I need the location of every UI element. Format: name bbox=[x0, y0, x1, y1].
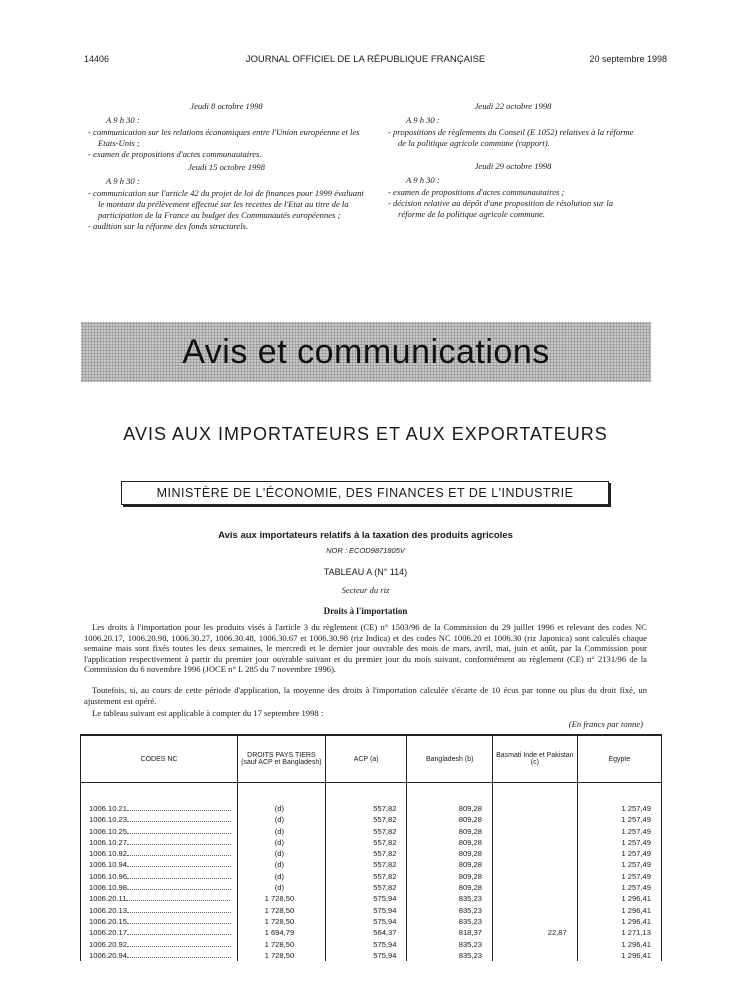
table-cell: 22,87 bbox=[492, 927, 577, 938]
table-cell: (d) bbox=[238, 826, 326, 837]
agenda-day: Jeudi 22 octobre 1998 bbox=[474, 101, 552, 111]
table-cell: 835,23 bbox=[407, 905, 492, 916]
agenda-day: Jeudi 8 octobre 1998 bbox=[190, 101, 263, 111]
table-cell bbox=[492, 905, 577, 916]
nc-code: 1006.20.17 bbox=[89, 928, 128, 938]
table-cell: 818,37 bbox=[407, 927, 492, 938]
leader-dots bbox=[127, 849, 231, 856]
table-cell: 1 296,41 bbox=[577, 893, 661, 904]
agenda-right-column bbox=[388, 101, 638, 220]
table-row bbox=[81, 882, 662, 893]
table-cell bbox=[492, 939, 577, 950]
table-cell: 809,28 bbox=[407, 859, 492, 870]
nc-code-cell bbox=[81, 882, 238, 893]
banner-title: Avis et communications bbox=[182, 332, 550, 371]
journal-title: JOURNAL OFFICIEL DE LA RÉPUBLIQUE FRANÇAISE bbox=[245, 54, 486, 65]
table-cell: 809,28 bbox=[407, 803, 492, 814]
table-spacer-row bbox=[81, 783, 662, 804]
table-cell: 1 271,13 bbox=[577, 927, 661, 938]
table-cell: 1 296,41 bbox=[577, 939, 661, 950]
table-cell: 809,28 bbox=[407, 871, 492, 882]
nc-code-cell bbox=[81, 859, 238, 870]
table-row bbox=[81, 950, 662, 961]
column-header: Bangladesh (b) bbox=[407, 735, 492, 783]
table-row bbox=[81, 837, 662, 848]
nc-code-cell bbox=[81, 893, 238, 904]
table-cell: (d) bbox=[238, 814, 326, 825]
table-row bbox=[81, 893, 662, 904]
leader-dots bbox=[127, 883, 231, 890]
table-cell: 1 257,49 bbox=[577, 826, 661, 837]
table-row bbox=[81, 905, 662, 916]
nc-code: 1006.20.94 bbox=[89, 950, 128, 960]
table-cell bbox=[492, 950, 577, 961]
table-cell: 809,28 bbox=[407, 837, 492, 848]
table-cell: (d) bbox=[238, 848, 326, 859]
table-cell: (d) bbox=[238, 871, 326, 882]
agenda-block bbox=[388, 161, 638, 220]
nc-code-cell bbox=[81, 848, 238, 859]
nc-code: 1006.10.98 bbox=[89, 883, 128, 893]
table-cell: 575,94 bbox=[325, 905, 407, 916]
leader-dots bbox=[127, 928, 231, 935]
table-row bbox=[81, 848, 662, 859]
table-cell: 575,94 bbox=[325, 893, 407, 904]
notice-subtitle: Droits à l'importation bbox=[323, 606, 408, 616]
table-row bbox=[81, 803, 662, 814]
leader-dots bbox=[127, 827, 231, 834]
table-reference: TABLEAU A (N° 114) bbox=[323, 567, 408, 577]
leader-dots bbox=[127, 940, 231, 947]
nc-code: 1006.10.94 bbox=[89, 860, 128, 870]
agenda-time: A 9 h 30 : bbox=[106, 176, 140, 186]
notice-title: Avis aux importateurs relatifs à la taxation des produits agricoles bbox=[218, 530, 513, 541]
table-cell: 1 257,49 bbox=[577, 848, 661, 859]
agenda-block bbox=[88, 162, 365, 232]
agenda-item: - examen de propositions d'actes communautaires ; bbox=[388, 187, 565, 197]
nc-code: 1006.20.15 bbox=[89, 916, 128, 926]
table-row bbox=[81, 871, 662, 882]
table-cell: 809,28 bbox=[407, 826, 492, 837]
nc-code-cell bbox=[81, 939, 238, 950]
nc-code: 1006.10.21 bbox=[89, 804, 128, 813]
leader-dots bbox=[127, 872, 231, 879]
table-cell: 575,94 bbox=[325, 939, 407, 950]
table-cell: 1 694,79 bbox=[238, 927, 326, 938]
table-cell: 1 257,49 bbox=[577, 871, 661, 882]
agenda-item: - communication sur les relations économiques entre l'Union européenne et les Etats-Unis ; bbox=[88, 127, 360, 148]
table-cell: 809,28 bbox=[407, 848, 492, 859]
table-row bbox=[81, 939, 662, 950]
table-cell bbox=[492, 916, 577, 927]
column-header: Egypte bbox=[577, 735, 661, 783]
section-title: AVIS AUX IMPORTATEURS ET AUX EXPORTATEURS bbox=[123, 424, 608, 444]
table-cell: 575,94 bbox=[325, 916, 407, 927]
table-cell: 1 728,50 bbox=[238, 939, 326, 950]
table-row bbox=[81, 814, 662, 825]
table-row bbox=[81, 859, 662, 870]
table-cell bbox=[492, 859, 577, 870]
table-row bbox=[81, 916, 662, 927]
import-duties-table bbox=[80, 734, 662, 961]
table-cell bbox=[492, 871, 577, 882]
table-cell: (d) bbox=[238, 803, 326, 814]
table-cell bbox=[492, 848, 577, 859]
sector-label: Secteur du riz bbox=[341, 585, 390, 595]
table-cell: 557,82 bbox=[325, 859, 407, 870]
table-row bbox=[81, 826, 662, 837]
table-cell: 835,23 bbox=[407, 893, 492, 904]
table-cell: 557,82 bbox=[325, 882, 407, 893]
table-cell: (d) bbox=[238, 859, 326, 870]
table-cell bbox=[492, 837, 577, 848]
column-header: DROITS PAYS TIERS (sauf ACP et Bangladesh) bbox=[238, 735, 326, 783]
table-cell: 557,82 bbox=[325, 803, 407, 814]
table-cell: 1 257,49 bbox=[577, 803, 661, 814]
nc-code-cell bbox=[81, 927, 238, 938]
table-cell: 835,23 bbox=[407, 950, 492, 961]
agenda-day: Jeudi 29 octobre 1998 bbox=[474, 161, 552, 171]
table-cell: 1 257,49 bbox=[577, 837, 661, 848]
nc-code-cell bbox=[81, 905, 238, 916]
table-cell: 557,82 bbox=[325, 814, 407, 825]
table-cell: 1 728,50 bbox=[238, 916, 326, 927]
table-cell: 575,94 bbox=[325, 950, 407, 961]
table-cell: 809,28 bbox=[407, 814, 492, 825]
nc-code-cell bbox=[81, 916, 238, 927]
leader-dots bbox=[127, 815, 231, 822]
leader-dots bbox=[127, 906, 231, 913]
table-cell bbox=[492, 814, 577, 825]
table-cell: 835,23 bbox=[407, 916, 492, 927]
leader-dots bbox=[127, 951, 231, 958]
nc-code-cell bbox=[81, 871, 238, 882]
nc-code-cell bbox=[81, 826, 238, 837]
table-cell: 835,23 bbox=[407, 939, 492, 950]
leader-dots bbox=[127, 860, 231, 867]
table-row bbox=[81, 927, 662, 938]
header-date: 20 septembre 1998 bbox=[589, 54, 667, 64]
agenda-time: A 9 h 30 : bbox=[106, 115, 140, 125]
table-cell: 564,37 bbox=[325, 927, 407, 938]
agenda-block bbox=[88, 101, 365, 160]
agenda-item: - propositions de règlements du Conseil (E 1052) relatives à la réforme de la politique agricole commune (rapport). bbox=[388, 127, 634, 148]
table-cell bbox=[492, 893, 577, 904]
table-cell: 557,82 bbox=[325, 871, 407, 882]
agenda-block bbox=[388, 101, 638, 149]
nc-code-cell bbox=[81, 803, 238, 814]
agenda-item: - communication sur l'article 42 du projet de loi de finances pour 1999 évaluant le montant du prélèvement effectué sur les recettes de l'Etat au titre de la participation de la France au budget des Communautés européennes ; bbox=[88, 188, 364, 220]
leader-dots bbox=[127, 917, 231, 924]
ministry-name: MINISTÈRE DE L'ÉCONOMIE, DES FINANCES ET DE L'INDUSTRIE bbox=[156, 486, 574, 500]
agenda-item: - décision relative au dépôt d'une proposition de résolution sur la réforme de la politique agricole commune. bbox=[388, 198, 614, 219]
nc-code-cell bbox=[81, 814, 238, 825]
leader-dots bbox=[127, 838, 231, 845]
table-cell: 557,82 bbox=[325, 848, 407, 859]
column-header: ACP (a) bbox=[325, 735, 407, 783]
agenda-time: A 9 h 30 : bbox=[406, 115, 440, 125]
unit-note: (En francs par tonne) bbox=[568, 719, 643, 729]
table-cell: 1 257,49 bbox=[577, 859, 661, 870]
agenda-item: - examen de propositions d'actes communautaires. bbox=[88, 149, 262, 159]
table-cell: (d) bbox=[238, 837, 326, 848]
nc-code: 1006.10.92 bbox=[89, 849, 128, 859]
table-cell: 1 257,49 bbox=[577, 882, 661, 893]
agenda-time: A 9 h 30 : bbox=[406, 175, 440, 185]
column-header: Basmati Inde et Pakistan (c) bbox=[492, 735, 577, 783]
table-cell: 1 728,50 bbox=[238, 905, 326, 916]
nc-code: 1006.20.92 bbox=[89, 939, 128, 949]
table-cell: (d) bbox=[238, 882, 326, 893]
table-cell: 1 296,41 bbox=[577, 950, 661, 961]
agenda-item: - audition sur la réforme des fonds structurels. bbox=[88, 221, 249, 231]
table-cell: 1 296,41 bbox=[577, 916, 661, 927]
table-cell: 1 296,41 bbox=[577, 905, 661, 916]
nor-reference: NOR : ECOD9871805V bbox=[326, 546, 405, 555]
nc-code: 1006.10.25 bbox=[89, 826, 128, 836]
nc-code: 1006.20.11 bbox=[89, 894, 127, 904]
nc-code: 1006.10.27 bbox=[89, 837, 128, 847]
column-header: CODES NC bbox=[81, 735, 238, 783]
leader-dots bbox=[126, 894, 230, 901]
table-cell bbox=[492, 803, 577, 814]
table-cell: 1 728,50 bbox=[238, 950, 326, 961]
table-cell: 557,82 bbox=[325, 837, 407, 848]
table-cell: 1 257,49 bbox=[577, 814, 661, 825]
section-banner bbox=[81, 322, 651, 382]
nc-code: 1006.20.13 bbox=[89, 905, 128, 915]
nc-code-cell bbox=[81, 837, 238, 848]
table-cell bbox=[492, 826, 577, 837]
table-cell: 1 728,50 bbox=[238, 893, 326, 904]
nc-code-cell bbox=[81, 950, 238, 961]
table-cell bbox=[492, 882, 577, 893]
agenda-left-column bbox=[88, 101, 365, 232]
nc-code: 1006.10.23 bbox=[89, 815, 128, 825]
ministry-box bbox=[121, 481, 609, 505]
table-cell: 809,28 bbox=[407, 882, 492, 893]
paragraph: Le tableau suivant est applicable à compter du 17 septembre 1998 : bbox=[92, 708, 324, 718]
agenda-day: Jeudi 15 octobre 1998 bbox=[188, 162, 265, 172]
nc-code: 1006.10.96 bbox=[89, 871, 128, 881]
page-number: 14406 bbox=[84, 54, 110, 64]
paragraph: Les droits à l'importation pour les produits visés à l'article 3 du règlement (CE) n° 1503/96 de la Commission du 29 juillet 1996 et relevant des codes NC 1006.20.17, 1006.20.98, 1006.30.27, 1006.30.48, 1006.30.67 et 1006.30.98 (riz Indica) et des codes NC 1006.20 et 1006.30 (riz Japonica) sont calculés chaque semaine mais sont fixés toutes les deux semaines, le mercredi et le dernier jour ouvrable des mois de mars, avril, mai, juin et août, par la Commission pour l'application respectivement à partir du premier jour ouvrable suivant et du premier jour du mois suivant, conformément au règlement (CE) n° 2131/96 de la Commission du 6 novembre 1996 (JOCE n° L 285 du 7 novembre 1996). bbox=[84, 622, 647, 674]
table-header-row bbox=[81, 735, 662, 783]
leader-dots bbox=[127, 804, 231, 811]
table-cell: 557,82 bbox=[325, 826, 407, 837]
paragraph: Toutefois, si, au cours de cette période d'application, la moyenne des droits à l'importation calculée s'écarte de 10 écus par tonne ou plus du droit fixé, un ajustement est opéré. bbox=[84, 685, 647, 706]
